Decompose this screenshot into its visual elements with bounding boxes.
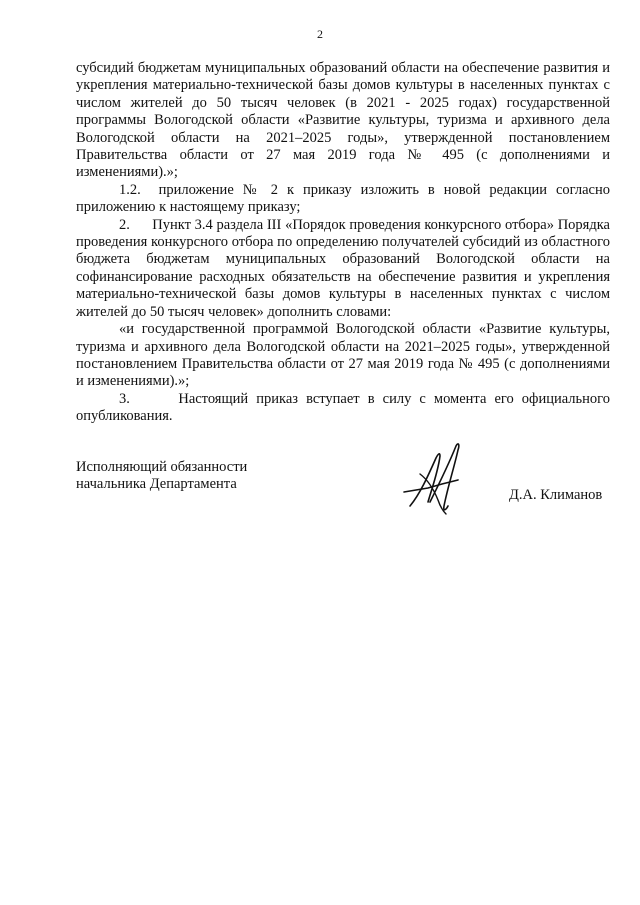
- page-number: 2: [317, 27, 323, 41]
- signatory-position-line-1: Исполняющий обязанности: [76, 459, 248, 475]
- paragraph-quote: «и государственной программой Вологодской области «Развитие культуры, туризма и архивного дела Вологодской области на 2021–2025 годы», утвержденной постановлением Правительства области от 27 мая 2019 года № 495 (с дополнениями и изменениями).»;: [76, 321, 610, 390]
- signatory-name: Д.А. Климанов: [509, 487, 603, 503]
- paragraph-item-1-2: 1.2. приложение № 2 к приказу изложить в новой редакции согласно приложению к настоящему приказу;: [76, 181, 610, 216]
- paragraph-item-2: 2. Пункт 3.4 раздела III «Порядок проведения конкурсного отбора» Порядка проведения конкурсного отбора по определению получателей субсидий из областного бюджета бюджетам муниципальных образований Вологодской области на софинансирование расходных обязательств на обеспечение развития и укрепления материально-технической базы домов культуры в населенных пунктах с числом жителей до 50 тысяч человек» дополнить словами:: [76, 216, 610, 320]
- signatory-position: [76, 459, 247, 494]
- paragraph-continuation: субсидий бюджетам муниципальных образований области на обеспечение развития и укрепления материально-технической базы домов культуры в населенных пунктах с числом жителей до 50 тысяч человек (в 2021 - 2025 годах) государственной программы Вологодской области «Развитие культуры, туризма и архивного дела Вологодской области на 2021–2025 годы», утвержденной постановлением Правительства области от 27 мая 2019 года № 495 (с дополнениями и изменениями).»;: [76, 60, 610, 181]
- paragraph-item-3: 3. Настоящий приказ вступает в силу с момента его официального опубликования.: [76, 390, 610, 425]
- handwritten-signature: [398, 436, 470, 522]
- signatory-position-line-2: начальника Департамента: [76, 476, 237, 493]
- document-body: [76, 60, 610, 426]
